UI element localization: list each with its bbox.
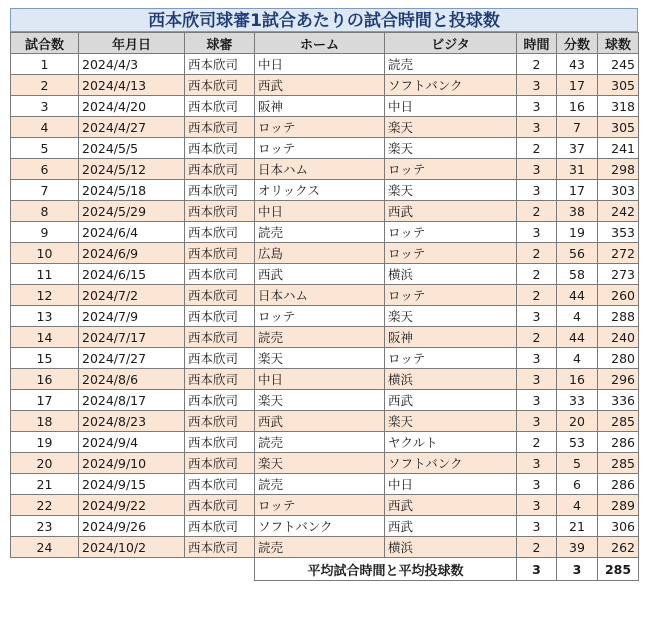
cell-home: ロッテ [255,306,385,327]
cell-pitches: 296 [598,369,639,390]
cell-home: 読売 [255,432,385,453]
cell-umpire: 西本欣司 [185,243,255,264]
cell-visitor: 読売 [385,54,517,75]
cell-date: 2024/6/4 [79,222,185,243]
cell-game-number: 18 [11,411,79,432]
cell-date: 2024/4/20 [79,96,185,117]
cell-home: 阪神 [255,96,385,117]
cell-hours: 3 [517,474,557,495]
cell-hours: 3 [517,222,557,243]
cell-hours: 2 [517,264,557,285]
cell-visitor: 楽天 [385,180,517,201]
cell-visitor: 横浜 [385,369,517,390]
cell-minutes: 37 [557,138,598,159]
table-row [11,54,639,75]
cell-hours: 3 [517,75,557,96]
cell-pitches: 305 [598,75,639,96]
cell-game-number: 11 [11,264,79,285]
cell-pitches: 298 [598,159,639,180]
cell-pitches: 288 [598,306,639,327]
table-body [11,54,639,558]
table-row [11,537,639,558]
cell-hours: 3 [517,96,557,117]
average-label: 平均試合時間と平均投球数 [255,558,517,581]
cell-game-number: 9 [11,222,79,243]
cell-pitches: 286 [598,432,639,453]
cell-home: 読売 [255,327,385,348]
cell-minutes: 53 [557,432,598,453]
cell-date: 2024/6/15 [79,264,185,285]
cell-game-number: 6 [11,159,79,180]
cell-pitches: 318 [598,96,639,117]
cell-game-number: 4 [11,117,79,138]
cell-umpire: 西本欣司 [185,411,255,432]
cell-game-number: 13 [11,306,79,327]
cell-game-number: 20 [11,453,79,474]
cell-home: 日本ハム [255,159,385,180]
cell-game-number: 5 [11,138,79,159]
cell-pitches: 353 [598,222,639,243]
header-hours: 時間 [517,33,557,54]
cell-date: 2024/7/9 [79,306,185,327]
header-game-number: 試合数 [11,33,79,54]
cell-date: 2024/6/9 [79,243,185,264]
cell-pitches: 245 [598,54,639,75]
cell-home: 西武 [255,75,385,96]
cell-umpire: 西本欣司 [185,432,255,453]
cell-home: 楽天 [255,348,385,369]
cell-umpire: 西本欣司 [185,117,255,138]
header-umpire: 球審 [185,33,255,54]
table-row [11,222,639,243]
cell-umpire: 西本欣司 [185,159,255,180]
cell-hours: 3 [517,180,557,201]
cell-hours: 3 [517,369,557,390]
cell-home: 中日 [255,369,385,390]
cell-minutes: 4 [557,495,598,516]
cell-hours: 2 [517,537,557,558]
cell-hours: 3 [517,411,557,432]
cell-hours: 2 [517,138,557,159]
cell-visitor: 横浜 [385,264,517,285]
table-row [11,411,639,432]
cell-pitches: 280 [598,348,639,369]
cell-pitches: 260 [598,285,639,306]
table-row [11,117,639,138]
table-row [11,306,639,327]
sheet-title: 西本欣司球審1試合あたりの試合時間と投球数 [10,8,638,32]
cell-home: 読売 [255,474,385,495]
cell-hours: 3 [517,453,557,474]
cell-date: 2024/10/2 [79,537,185,558]
cell-game-number: 14 [11,327,79,348]
cell-visitor: 西武 [385,495,517,516]
cell-umpire: 西本欣司 [185,138,255,159]
cell-minutes: 17 [557,75,598,96]
cell-minutes: 16 [557,96,598,117]
cell-date: 2024/5/29 [79,201,185,222]
cell-visitor: 西武 [385,390,517,411]
table-row [11,138,639,159]
cell-pitches: 273 [598,264,639,285]
cell-visitor: 楽天 [385,138,517,159]
cell-umpire: 西本欣司 [185,264,255,285]
average-minutes: 3 [557,558,598,581]
cell-minutes: 21 [557,516,598,537]
table-row [11,180,639,201]
table-row [11,327,639,348]
header-visitor: ビジタ [385,33,517,54]
cell-hours: 3 [517,495,557,516]
cell-umpire: 西本欣司 [185,306,255,327]
cell-visitor: 中日 [385,474,517,495]
cell-umpire: 西本欣司 [185,369,255,390]
cell-pitches: 240 [598,327,639,348]
average-hours: 3 [517,558,557,581]
cell-minutes: 4 [557,306,598,327]
cell-hours: 3 [517,306,557,327]
cell-home: 中日 [255,201,385,222]
cell-home: 中日 [255,54,385,75]
cell-hours: 2 [517,285,557,306]
cell-visitor: 中日 [385,96,517,117]
cell-umpire: 西本欣司 [185,201,255,222]
cell-umpire: 西本欣司 [185,348,255,369]
cell-pitches: 262 [598,537,639,558]
cell-hours: 2 [517,327,557,348]
cell-home: 読売 [255,222,385,243]
cell-date: 2024/8/6 [79,369,185,390]
cell-hours: 3 [517,348,557,369]
cell-home: 広島 [255,243,385,264]
cell-game-number: 21 [11,474,79,495]
cell-game-number: 2 [11,75,79,96]
average-pitches: 285 [598,558,639,581]
table-row [11,201,639,222]
cell-minutes: 56 [557,243,598,264]
cell-pitches: 272 [598,243,639,264]
table-row [11,432,639,453]
cell-visitor: ロッテ [385,243,517,264]
cell-hours: 2 [517,54,557,75]
cell-visitor: 楽天 [385,117,517,138]
footer-row [11,558,639,581]
header-row [11,33,639,54]
header-pitches: 球数 [598,33,639,54]
cell-home: 読売 [255,537,385,558]
cell-visitor: 楽天 [385,411,517,432]
cell-umpire: 西本欣司 [185,516,255,537]
cell-game-number: 8 [11,201,79,222]
footer-spacer [11,558,255,581]
cell-game-number: 7 [11,180,79,201]
cell-visitor: ソフトバンク [385,453,517,474]
table-row [11,285,639,306]
cell-date: 2024/4/13 [79,75,185,96]
cell-hours: 3 [517,117,557,138]
cell-pitches: 241 [598,138,639,159]
cell-visitor: ソフトバンク [385,75,517,96]
cell-date: 2024/5/5 [79,138,185,159]
cell-home: オリックス [255,180,385,201]
cell-visitor: ロッテ [385,159,517,180]
cell-game-number: 10 [11,243,79,264]
table-row [11,474,639,495]
header-home: ホーム [255,33,385,54]
cell-umpire: 西本欣司 [185,222,255,243]
cell-minutes: 58 [557,264,598,285]
cell-minutes: 43 [557,54,598,75]
cell-minutes: 31 [557,159,598,180]
cell-home: 西武 [255,411,385,432]
cell-visitor: ヤクルト [385,432,517,453]
cell-game-number: 17 [11,390,79,411]
table-row [11,516,639,537]
cell-game-number: 1 [11,54,79,75]
cell-visitor: 西武 [385,516,517,537]
table-row [11,390,639,411]
cell-hours: 3 [517,390,557,411]
header-minutes: 分数 [557,33,598,54]
cell-home: 日本ハム [255,285,385,306]
cell-hours: 3 [517,516,557,537]
cell-pitches: 289 [598,495,639,516]
cell-minutes: 6 [557,474,598,495]
cell-pitches: 285 [598,411,639,432]
table-row [11,96,639,117]
cell-home: 楽天 [255,390,385,411]
cell-umpire: 西本欣司 [185,495,255,516]
cell-umpire: 西本欣司 [185,96,255,117]
cell-minutes: 39 [557,537,598,558]
cell-visitor: ロッテ [385,348,517,369]
cell-minutes: 33 [557,390,598,411]
cell-pitches: 303 [598,180,639,201]
cell-date: 2024/9/15 [79,474,185,495]
cell-date: 2024/9/4 [79,432,185,453]
cell-date: 2024/4/27 [79,117,185,138]
cell-pitches: 286 [598,474,639,495]
table-row [11,495,639,516]
cell-game-number: 24 [11,537,79,558]
cell-umpire: 西本欣司 [185,327,255,348]
cell-minutes: 7 [557,117,598,138]
cell-date: 2024/7/17 [79,327,185,348]
games-table [10,32,639,581]
cell-date: 2024/7/27 [79,348,185,369]
cell-minutes: 44 [557,327,598,348]
table-row [11,159,639,180]
cell-hours: 2 [517,243,557,264]
cell-minutes: 16 [557,369,598,390]
cell-umpire: 西本欣司 [185,285,255,306]
spreadsheet [10,8,638,581]
cell-visitor: 横浜 [385,537,517,558]
cell-home: 楽天 [255,453,385,474]
cell-hours: 3 [517,159,557,180]
cell-visitor: 西武 [385,201,517,222]
cell-minutes: 20 [557,411,598,432]
table-row [11,453,639,474]
cell-umpire: 西本欣司 [185,390,255,411]
cell-home: ロッテ [255,117,385,138]
table-row [11,369,639,390]
cell-home: ロッテ [255,138,385,159]
table-row [11,264,639,285]
cell-date: 2024/5/12 [79,159,185,180]
cell-visitor: 楽天 [385,306,517,327]
cell-date: 2024/5/18 [79,180,185,201]
cell-umpire: 西本欣司 [185,75,255,96]
cell-date: 2024/9/26 [79,516,185,537]
cell-umpire: 西本欣司 [185,54,255,75]
cell-date: 2024/4/3 [79,54,185,75]
cell-hours: 2 [517,432,557,453]
cell-minutes: 17 [557,180,598,201]
cell-pitches: 306 [598,516,639,537]
cell-pitches: 336 [598,390,639,411]
cell-game-number: 23 [11,516,79,537]
header-date: 年月日 [79,33,185,54]
cell-umpire: 西本欣司 [185,453,255,474]
cell-date: 2024/8/23 [79,411,185,432]
cell-visitor: ロッテ [385,222,517,243]
cell-game-number: 3 [11,96,79,117]
cell-date: 2024/9/10 [79,453,185,474]
cell-date: 2024/7/2 [79,285,185,306]
cell-umpire: 西本欣司 [185,474,255,495]
table-row [11,75,639,96]
cell-game-number: 22 [11,495,79,516]
table-row [11,348,639,369]
cell-visitor: ロッテ [385,285,517,306]
cell-minutes: 38 [557,201,598,222]
cell-minutes: 19 [557,222,598,243]
cell-home: ソフトバンク [255,516,385,537]
cell-game-number: 12 [11,285,79,306]
cell-visitor: 阪神 [385,327,517,348]
cell-game-number: 15 [11,348,79,369]
cell-pitches: 242 [598,201,639,222]
cell-pitches: 285 [598,453,639,474]
cell-minutes: 44 [557,285,598,306]
cell-umpire: 西本欣司 [185,537,255,558]
cell-game-number: 16 [11,369,79,390]
cell-home: ロッテ [255,495,385,516]
cell-home: 西武 [255,264,385,285]
cell-minutes: 5 [557,453,598,474]
cell-umpire: 西本欣司 [185,180,255,201]
cell-hours: 2 [517,201,557,222]
cell-date: 2024/8/17 [79,390,185,411]
table-row [11,243,639,264]
cell-pitches: 305 [598,117,639,138]
cell-date: 2024/9/22 [79,495,185,516]
cell-minutes: 4 [557,348,598,369]
cell-game-number: 19 [11,432,79,453]
